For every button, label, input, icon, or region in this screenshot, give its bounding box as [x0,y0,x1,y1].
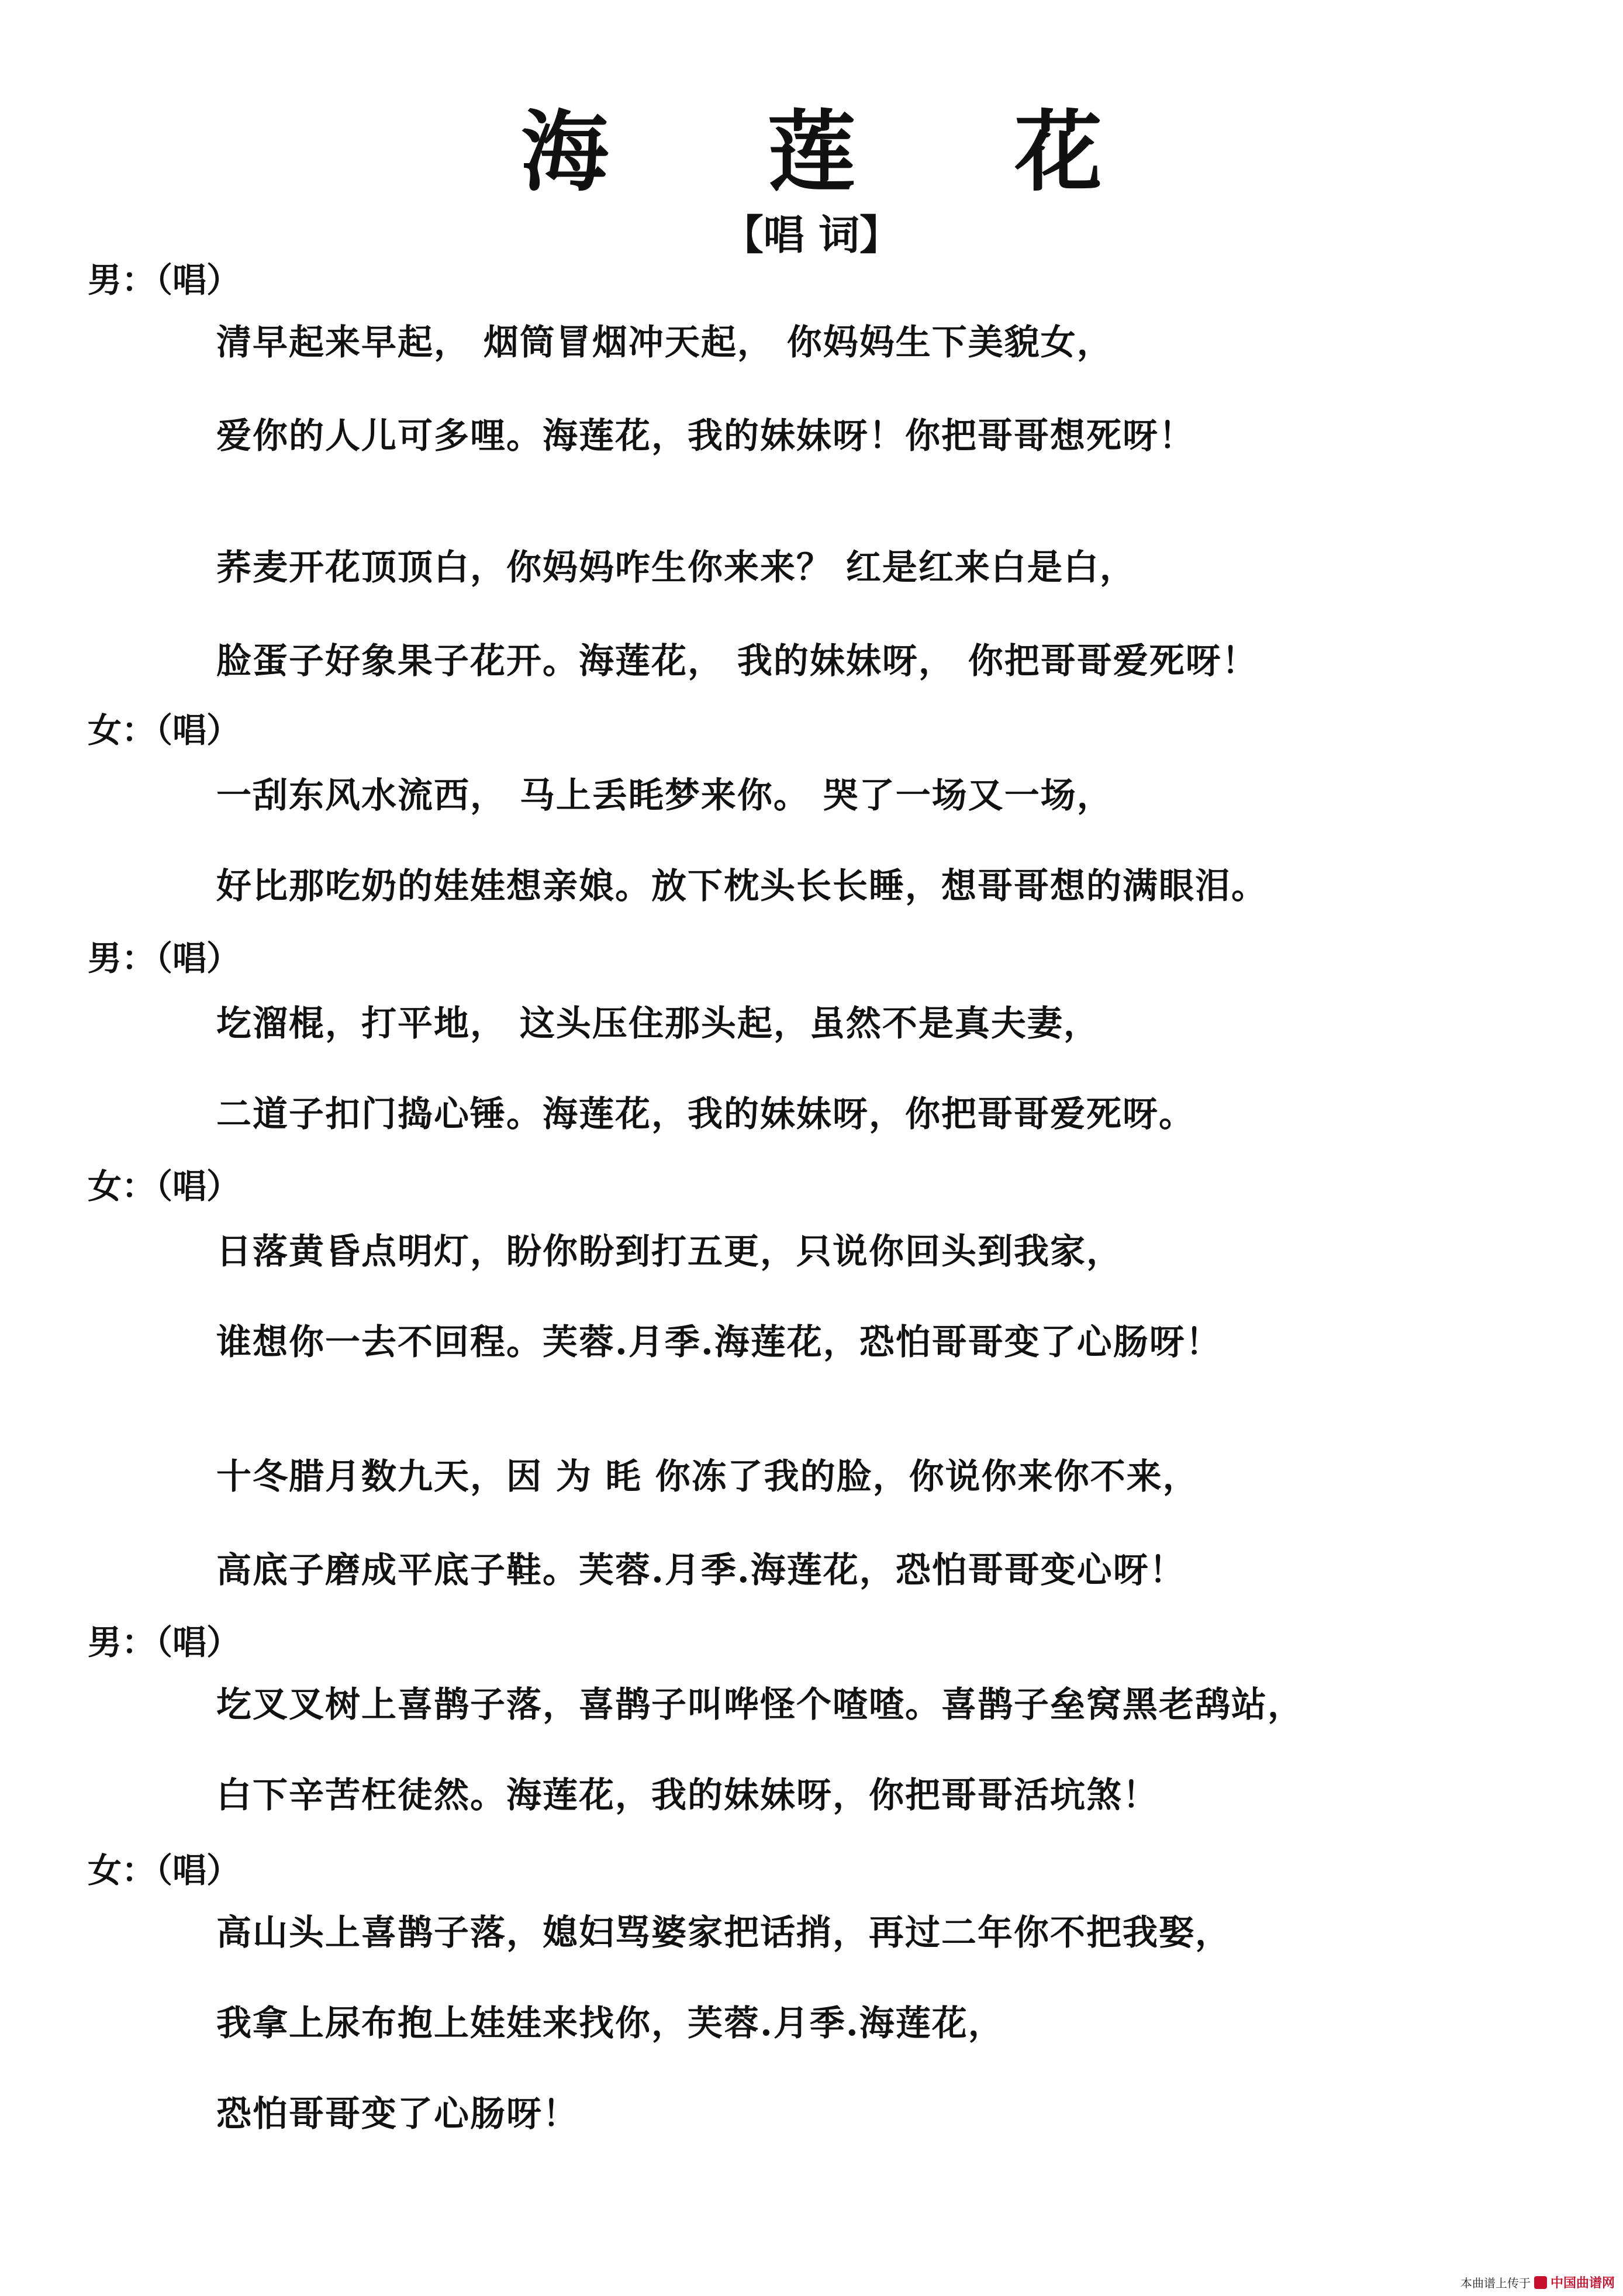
lyric-line: 圪溜棍，打平地， 这头压住那头起，虽然不是真夫妻， [216,1003,1100,1044]
lyric-line: 一刮东风水流西， 马上丢眊梦来你。 哭了一场又一场， [216,775,1113,816]
lyric-line: 爱你的人儿可多哩。海莲花，我的妹妹呀！你把哥哥想死呀！ [216,416,1195,457]
page-subtitle: 【唱 词】 [722,210,901,259]
lyric-line: 高底子磨成平底子鞋。芙蓉.月季.海莲花，恐怕哥哥变心呀！ [216,1550,1186,1591]
lyric-line: 高山头上喜鹊子落，媳妇骂婆家把话捎，再过二年你不把我娶， [216,1912,1231,1953]
lyric-line: 谁想你一去不回程。芙蓉.月季.海莲花，恐怕哥哥变了心肠呀！ [216,1322,1222,1363]
lyric-line: 白下辛苦枉徒然。海莲花，我的妹妹呀，你把哥哥活坑煞！ [216,1775,1159,1816]
lyric-line: 清早起来早起， 烟筒冒烟冲天起， 你妈妈生下美貌女， [216,322,1113,363]
speaker-label: 女：（唱） [88,1166,241,1206]
upload-note: 本曲谱上传于 [1460,2276,1531,2290]
lyric-line: 荞麦开花顶顶白，你妈妈咋生你来来？ 红是红来白是白， [216,547,1136,588]
lyric-line: 十冬腊月数九天，因 为 眊 你冻了我的脸，你说你来你不来， [216,1456,1199,1497]
page-title: 海 莲 花 [520,101,1167,203]
lyric-line: 二道子扣门捣心锤。海莲花，我的妹妹呀，你把哥哥爱死呀。 [216,1094,1195,1135]
speaker-label: 女：（唱） [88,1850,241,1890]
speaker-label: 男：（唱） [88,938,241,978]
site-logo-icon [1534,2276,1547,2289]
lyric-line: 好比那吃奶的娃娃想亲娘。放下枕头长长睡，想哥哥想的满眼泪。 [216,866,1268,907]
speaker-label: 男：（唱） [88,260,241,300]
lyric-line: 日落黄昏点明灯，盼你盼到打五更，只说你回头到我家， [216,1231,1123,1272]
speaker-label: 男：（唱） [88,1622,241,1662]
site-brand: 中国曲谱网 [1550,2276,1615,2291]
lyric-line: 恐怕哥哥变了心肠呀！ [216,2094,579,2135]
lyric-line: 我拿上尿布抱上娃娃来找你，芙蓉.月季.海莲花， [216,2003,1004,2044]
watermark-footer [1460,2273,1615,2291]
lyric-line: 圪叉叉树上喜鹊子落，喜鹊子叫哗怪个喳喳。喜鹊子垒窝黑老鸹站， [216,1684,1304,1725]
lyric-line: 脸蛋子好象果子花开。海莲花， 我的妹妹呀， 你把哥哥爱死呀！ [216,641,1258,682]
speaker-label: 女：（唱） [88,710,241,750]
